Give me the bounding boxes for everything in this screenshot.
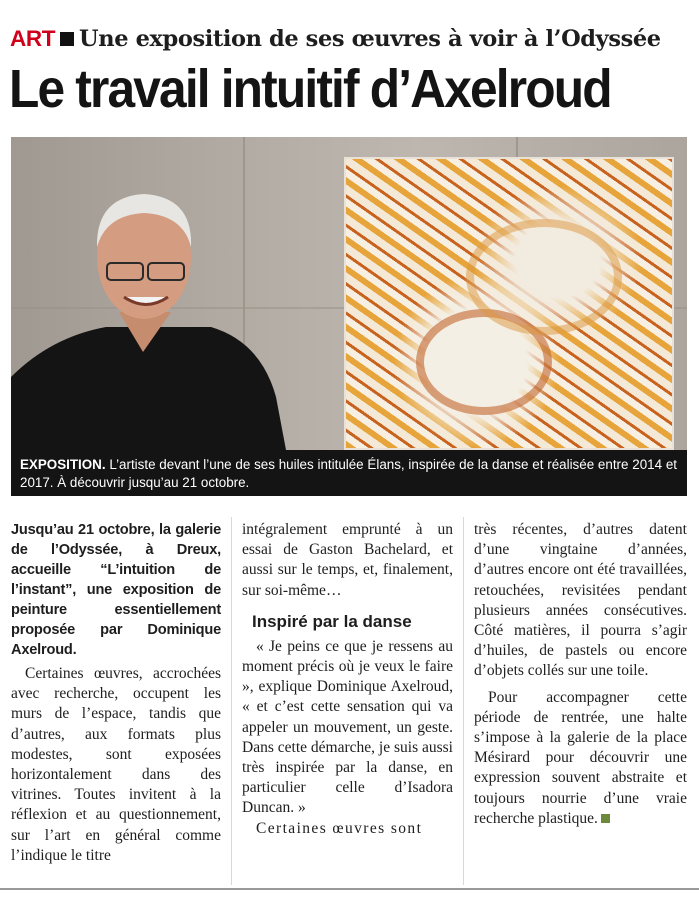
page-bottom-rule — [0, 888, 699, 890]
column-divider — [463, 517, 464, 885]
article-intro: Jusqu’au 21 octobre, la galerie de l’Odyssée, à Dreux, accueille “L’intuition de l’instant”, une exposition de peinture essentiellement proposée par Dominique Axelroud. — [11, 522, 221, 658]
square-bullet-icon — [60, 32, 74, 46]
column-1 — [11, 520, 221, 866]
caption-text: L’artiste devant l’une de ses huiles intitulée Élans, inspirée de la danse et réalisée entre 2014 et 2017. À découvrir jusqu’au 21 octobre. — [20, 457, 677, 490]
paragraph: Certaines œuvres sont — [256, 819, 423, 837]
photo-caption — [11, 450, 687, 496]
paragraph: intégralement emprunté à un essai de Gaston Bachelard, et aussi sur le temps, et, finalement, sur soi-même… — [242, 521, 453, 599]
end-mark-icon — [601, 814, 610, 823]
painting-elans — [344, 157, 674, 450]
caption-lead: EXPOSITION. — [20, 457, 106, 472]
headline: Le travail intuitif d’Axelroud — [9, 59, 611, 119]
column-divider — [231, 517, 232, 885]
subheading: Inspiré par la danse — [252, 611, 412, 631]
column-2 — [242, 520, 453, 839]
paragraph: Pour accompagner cette période de rentrée, une halte s’impose à la galerie de la place Mésirard pour découvrir une expression souvent abstraite et toujours nourrie d’une vraie recherche plastique. — [474, 688, 687, 827]
paragraph: très récentes, d’autres datent d’une vingtaine d’années, d’autres encore ont été travaillées, retouchées, revisitées pendant plusieurs années consécutives. Côté matières, il pourra s’agir d’huiles, de pastels ou encore d’objets collés sur une toile. — [474, 521, 687, 680]
artist-portrait — [11, 137, 311, 450]
column-3 — [474, 520, 687, 829]
paragraph: « Je peins ce que je ressens au moment précis où je veux le faire », explique Dominique Axelroud, « et c’est cette sensation qui va appeler un mouvement, un geste. Dans cette démarche, je suis aussi très inspirée par la danse, en particulier celle d’Isadora Duncan. » — [242, 637, 453, 817]
article-photo — [11, 137, 687, 450]
kicker-text: Une exposition de ses œuvres à voir à l’Odyssée — [79, 26, 661, 52]
kicker — [10, 24, 661, 54]
section-label: ART — [10, 26, 56, 51]
paragraph: Certaines œuvres, accrochées avec recherche, occupent les murs de l’espace, tandis que d’autres, aux formats plus modestes, sont exposées horizontalement dans des vitrines. Toutes invitent à la réflexion et au questionnement, sur l’art en général comme l’indique le titre — [11, 665, 221, 864]
